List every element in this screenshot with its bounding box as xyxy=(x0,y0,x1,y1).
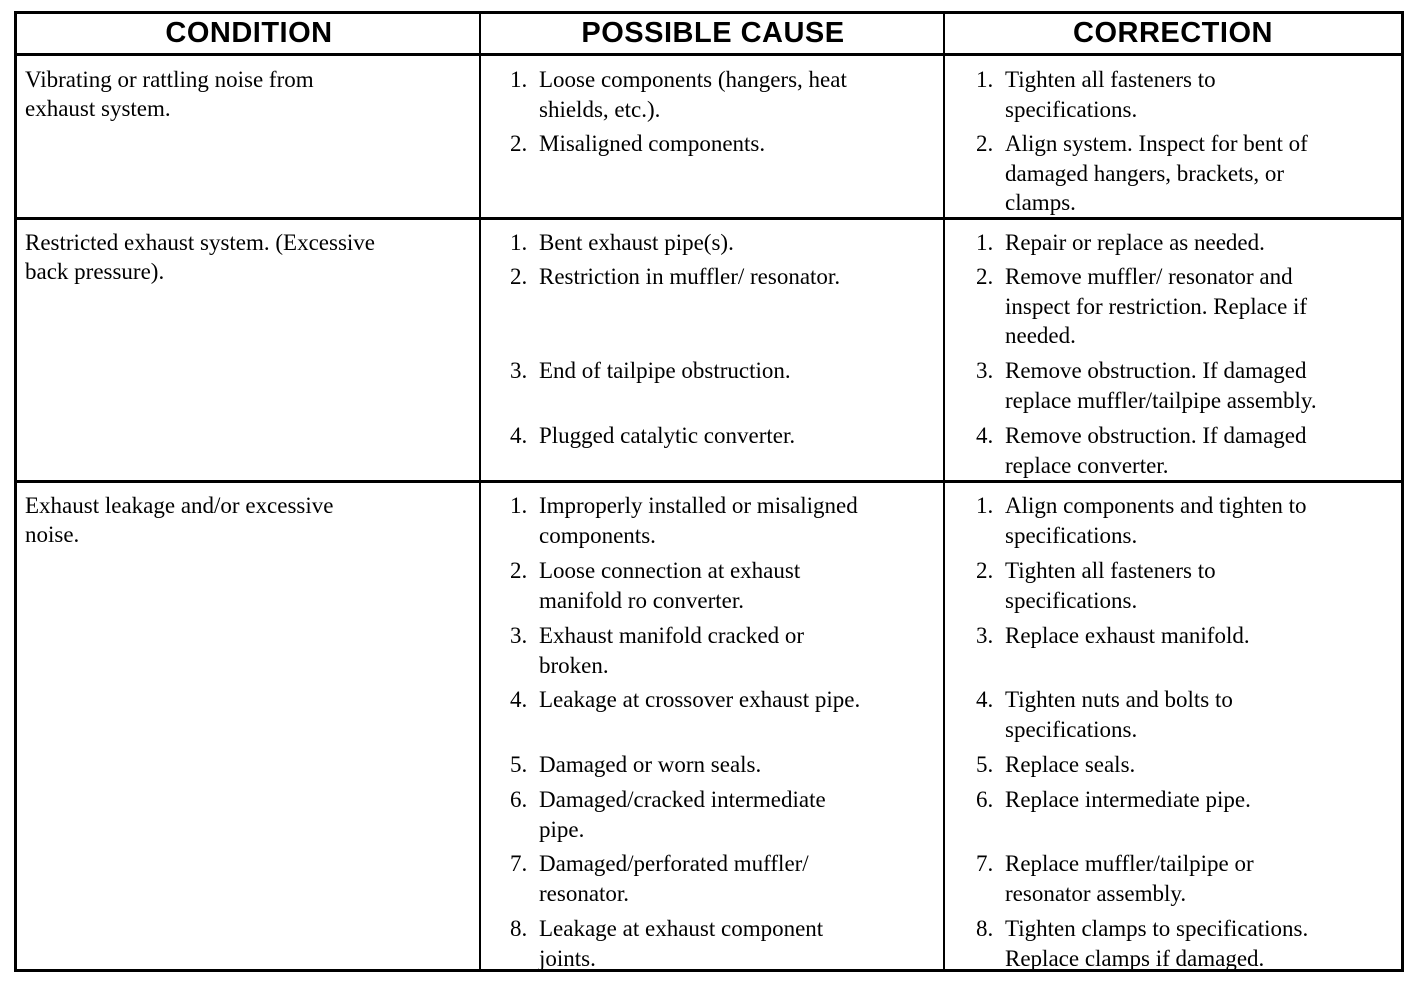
item-text xyxy=(1005,228,1265,258)
item-text xyxy=(539,685,860,715)
item-text-line: shields, etc.). xyxy=(539,96,661,122)
item-number: 4. xyxy=(976,687,994,712)
item-text xyxy=(1005,65,1216,124)
item-text-line: specifications. xyxy=(1005,587,1138,613)
condition-cell xyxy=(25,491,465,549)
item-text xyxy=(539,491,858,550)
item-text xyxy=(539,228,734,258)
item-number: 6. xyxy=(510,787,528,812)
item-number: 5. xyxy=(976,752,994,777)
item-number: 1. xyxy=(976,493,994,518)
item-text xyxy=(1005,914,1308,973)
item-text-line: Replace seals. xyxy=(1005,752,1136,777)
condition-text-line: exhaust system. xyxy=(25,96,171,121)
item-number: 2. xyxy=(976,131,994,156)
condition-cell xyxy=(25,228,465,286)
item-number: 3. xyxy=(976,623,994,648)
item-number: 1. xyxy=(510,493,528,518)
condition-text-line: noise. xyxy=(25,522,80,547)
item-text-line: needed. xyxy=(1005,323,1076,348)
item-text xyxy=(539,421,795,451)
item-number: 1. xyxy=(510,230,528,255)
item-number: 3. xyxy=(510,623,528,648)
item-number: 8. xyxy=(510,916,528,941)
column-divider xyxy=(943,14,945,969)
item-number: 4. xyxy=(510,687,528,712)
item-text-line: Tighten all fasteners to xyxy=(1005,558,1216,583)
item-text-line: Replace exhaust manifold. xyxy=(1005,623,1250,648)
item-text xyxy=(1005,129,1308,218)
item-text-line: specifications. xyxy=(1005,522,1138,548)
item-text xyxy=(1005,785,1251,815)
item-text-line: Damaged/perforated muffler/ xyxy=(539,851,809,876)
item-text xyxy=(1005,556,1216,615)
item-text xyxy=(539,356,791,386)
header-condition: CONDITION xyxy=(17,14,481,56)
item-number: 2. xyxy=(510,264,528,289)
item-text-line: Replace intermediate pipe. xyxy=(1005,787,1251,812)
item-text-line: replace converter. xyxy=(1005,452,1169,478)
item-text-line: Misaligned components. xyxy=(539,131,766,156)
item-text xyxy=(539,621,804,680)
item-text-line: Align components and tighten to xyxy=(1005,493,1307,518)
item-number: 7. xyxy=(976,851,994,876)
item-text xyxy=(1005,685,1233,744)
item-text-line: Align system. Inspect for bent of xyxy=(1005,131,1308,156)
item-text-line: Repair or replace as needed. xyxy=(1005,230,1265,255)
item-text xyxy=(539,750,761,780)
item-number: 1. xyxy=(976,67,994,92)
item-number: 2. xyxy=(976,264,994,289)
item-text xyxy=(1005,421,1306,480)
item-number: 1. xyxy=(976,230,994,255)
item-number: 3. xyxy=(510,358,528,383)
item-text-line: Damaged or worn seals. xyxy=(539,752,762,777)
item-text-line: Damaged/cracked intermediate xyxy=(539,787,826,812)
item-text xyxy=(1005,849,1254,908)
item-number: 2. xyxy=(510,131,528,156)
header-possible-cause: POSSIBLE CAUSE xyxy=(481,14,945,56)
item-text xyxy=(539,65,847,124)
item-text xyxy=(539,262,840,292)
item-text-line: Leakage at exhaust component xyxy=(539,916,824,941)
item-text-line: Restriction in muffler/ resonator. xyxy=(539,264,841,289)
item-text-line: Tighten nuts and bolts to xyxy=(1005,687,1233,712)
item-number: 3. xyxy=(976,358,994,383)
item-text-line: Remove obstruction. If damaged xyxy=(1005,358,1307,383)
condition-text-line: Restricted exhaust system. (Excessive xyxy=(25,230,376,255)
item-text-line: Loose components (hangers, heat xyxy=(539,67,847,92)
item-text-line: inspect for restriction. Replace if xyxy=(1005,293,1308,319)
item-text-line: Tighten all fasteners to xyxy=(1005,67,1216,92)
item-number: 6. xyxy=(976,787,994,812)
row-divider xyxy=(17,480,1401,483)
item-text-line: Replace muffler/tailpipe or xyxy=(1005,851,1254,876)
item-text-line: Tighten clamps to specifications. xyxy=(1005,916,1309,941)
condition-text-line: Vibrating or rattling noise from xyxy=(25,67,314,92)
item-text-line: damaged hangers, brackets, or xyxy=(1005,160,1285,186)
item-text-line: Plugged catalytic converter. xyxy=(539,423,796,448)
item-text-line: specifications. xyxy=(1005,96,1138,122)
condition-cell xyxy=(25,65,465,123)
item-number: 8. xyxy=(976,916,994,941)
item-text xyxy=(1005,750,1135,780)
item-text xyxy=(539,556,800,615)
item-text xyxy=(539,849,809,908)
item-number: 7. xyxy=(510,851,528,876)
troubleshooting-table xyxy=(14,11,1404,972)
header-correction: CORRECTION xyxy=(945,14,1401,56)
item-text-line: Improperly installed or misaligned xyxy=(539,493,858,518)
item-text-line: manifold ro converter. xyxy=(539,587,745,613)
column-divider xyxy=(479,14,481,969)
item-number: 4. xyxy=(976,423,994,448)
item-text xyxy=(1005,491,1307,550)
item-text xyxy=(539,914,823,973)
item-text-line: replace muffler/tailpipe assembly. xyxy=(1005,387,1317,413)
item-text xyxy=(539,129,765,159)
item-text-line: End of tailpipe obstruction. xyxy=(539,358,791,383)
item-number: 4. xyxy=(510,423,528,448)
item-text xyxy=(1005,621,1250,651)
item-number: 2. xyxy=(976,558,994,583)
item-text-line: joints. xyxy=(539,945,596,971)
item-text-line: Leakage at crossover exhaust pipe. xyxy=(539,687,861,712)
item-number: 5. xyxy=(510,752,528,777)
item-text xyxy=(1005,356,1317,415)
condition-text-line: back pressure). xyxy=(25,259,165,284)
item-text-line: pipe. xyxy=(539,816,585,842)
item-text-line: clamps. xyxy=(1005,190,1076,215)
item-text-line: resonator. xyxy=(539,880,630,906)
item-text xyxy=(1005,262,1307,351)
item-text-line: Replace clamps if damaged. xyxy=(1005,945,1265,971)
item-number: 1. xyxy=(510,67,528,92)
item-text-line: broken. xyxy=(539,652,609,678)
item-number: 2. xyxy=(510,558,528,583)
item-text-line: Loose connection at exhaust xyxy=(539,558,801,583)
item-text xyxy=(539,785,826,844)
item-text-line: specifications. xyxy=(1005,716,1138,742)
item-text-line: components. xyxy=(539,522,656,548)
item-text-line: Remove obstruction. If damaged xyxy=(1005,423,1307,448)
item-text-line: Exhaust manifold cracked or xyxy=(539,623,805,648)
condition-text-line: Exhaust leakage and/or excessive xyxy=(25,493,334,518)
item-text-line: Bent exhaust pipe(s). xyxy=(539,230,734,255)
item-text-line: Remove muffler/ resonator and xyxy=(1005,264,1293,289)
item-text-line: resonator assembly. xyxy=(1005,880,1187,906)
